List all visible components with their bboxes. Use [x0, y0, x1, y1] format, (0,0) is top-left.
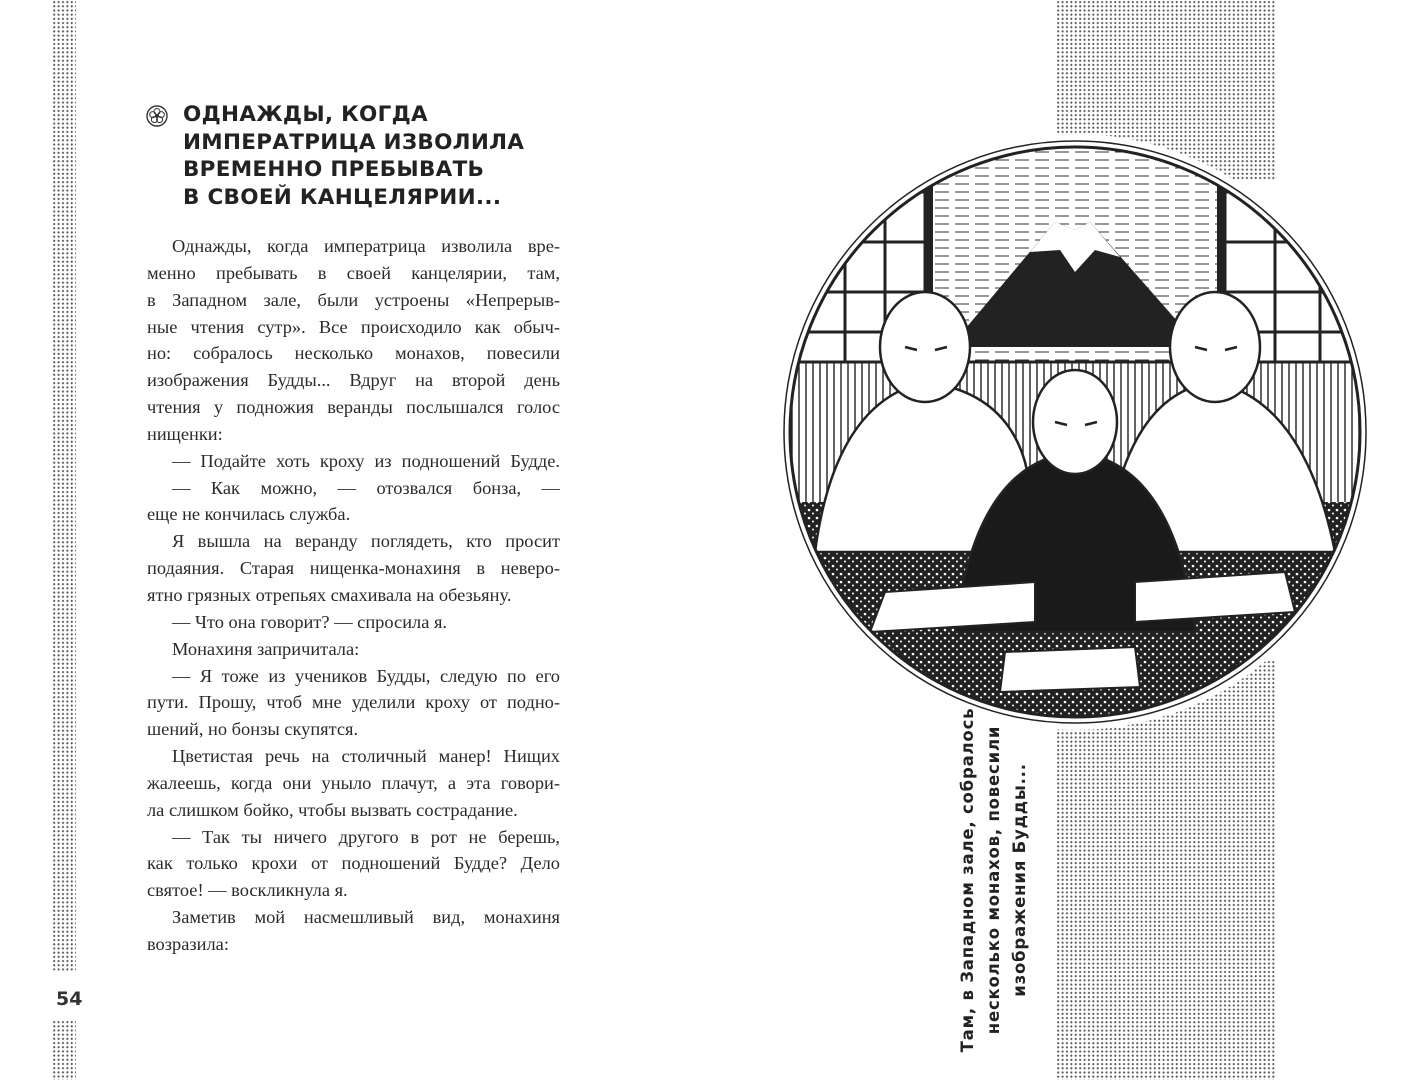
dotted-margin-strip	[52, 1020, 76, 1080]
text-line: изображения Будды... Вдруг на второй день	[147, 370, 560, 391]
text-line: святое! — воскликнула я.	[147, 880, 348, 901]
text-line: — Я тоже из учеников Будды, следую по его	[172, 665, 560, 686]
text-line: в Западном зале, были устроены «Непрерыв-	[147, 289, 560, 310]
text-line: но: собралось несколько монахов, повесили	[147, 343, 560, 364]
text-line: ла слишком бойко, чтобы вызвать сострадание.	[147, 799, 518, 820]
text-line: ятно грязных отрепьях смахивала на обезьяну.	[147, 584, 512, 605]
text-line: возразила:	[147, 933, 229, 954]
monks-illustration	[775, 132, 1375, 732]
scroll-paper	[1000, 647, 1140, 692]
text-line: Я вышла на веранду поглядеть, кто просит	[172, 531, 560, 552]
text-line: нищенки:	[147, 423, 223, 444]
illustration-caption	[955, 700, 1033, 1060]
caption-line: несколько монахов, повесили	[984, 725, 1003, 1035]
page-number: 54	[56, 988, 83, 1010]
text-line: Цветистая речь на столичный манер! Нищих	[172, 746, 560, 767]
text-line: пути. Прошу, чтоб мне уделили кроху от подно-	[147, 692, 560, 713]
heading-line: ОДНАЖДЫ, КОГДА	[183, 102, 428, 127]
text-line: — Что она говорит? — спросила я.	[172, 611, 448, 632]
text-line: — Как можно, — отозвался бонза, —	[172, 477, 560, 498]
body-text	[147, 233, 560, 958]
text-line: еще не кончилась служба.	[147, 504, 351, 525]
text-line: ные чтения сутр». Все происходило как обыч-	[147, 316, 560, 337]
text-line: Монахиня запричитала:	[172, 638, 360, 659]
heading-line: ВРЕМЕННО ПРЕБЫВАТЬ	[183, 157, 485, 182]
text-line: Заметив мой насмешливый вид, монахиня	[172, 907, 560, 928]
text-line: шений, но бонзы скупятся.	[147, 719, 359, 740]
chapter-heading	[146, 101, 566, 211]
caption-line: изображения Будды...	[1010, 763, 1029, 997]
text-line: подаяния. Старая нищенка-монахиня в неверо-	[147, 558, 560, 579]
text-line: жалеешь, когда они уныло плачут, а эта говори-	[147, 772, 560, 793]
flower-emblem-icon	[146, 105, 168, 127]
heading-line: В СВОЕЙ КАНЦЕЛЯРИИ...	[183, 184, 502, 210]
scroll-paper	[1135, 572, 1295, 622]
text-line: — Подайте хоть кроху из подношений Будде.	[172, 450, 560, 471]
text-line: чтения у подножия веранды послышался голос	[147, 397, 560, 418]
dotted-margin-strip	[52, 0, 76, 972]
caption-line: Там, в Западном зале, собралось	[958, 707, 977, 1053]
text-line: как только крохи от подношений Будде? Дело	[147, 853, 560, 874]
heading-line: ИМПЕРАТРИЦА ИЗВОЛИЛА	[183, 129, 525, 155]
text-line: Однажды, когда императрица изволила вре-	[172, 236, 560, 256]
text-line: менно пребывать в своей канцелярии, там,	[147, 262, 560, 283]
text-line: — Так ты ничего другого в рот не берешь,	[172, 826, 560, 847]
